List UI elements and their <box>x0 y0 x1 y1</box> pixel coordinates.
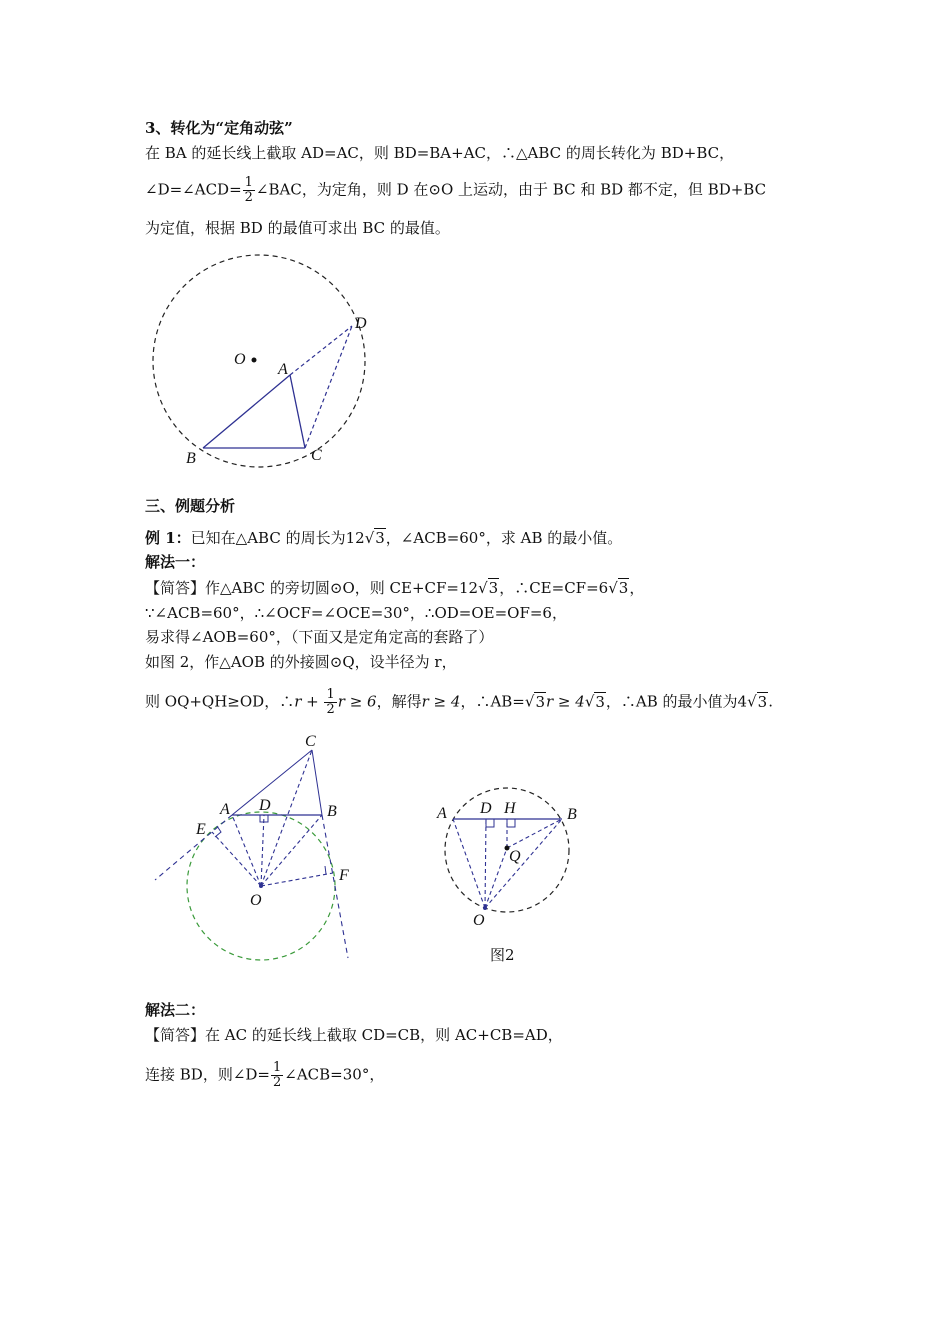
fraction-numerator: 1 <box>326 687 335 702</box>
solution-line: 则 OQ+QH≥OD，∴r + $\frac{1}{2}$ r ≥ 6，解得r ≥ 4，∴AB=√3r ≥ 4√3，∴AB 的最小值为4√3. <box>145 687 773 717</box>
label-f: F <box>339 867 349 884</box>
text-run: ，解得 <box>376 692 422 711</box>
text-run: 连接 BD，则∠D= <box>145 1065 270 1084</box>
fraction-numerator: 1 <box>244 175 253 190</box>
label-b: B <box>327 803 337 820</box>
segment-oa <box>453 819 485 908</box>
method-title: 解法一： <box>145 553 206 571</box>
section-title: 3、转化为“定角动弦” <box>145 119 293 137</box>
math-run: r ≥ 6 <box>337 692 377 711</box>
text-run: 已知在△ABC 的周长为12 <box>190 529 365 547</box>
fraction-numerator: 1 <box>272 1060 282 1075</box>
label-d: D <box>355 315 367 332</box>
label-o: O <box>250 892 262 909</box>
sqrt-radicand: 3 <box>757 692 768 711</box>
label-o: O <box>473 912 485 929</box>
fraction-denominator: 2 <box>272 1075 282 1090</box>
text-run: ，∠ACB=60°，求 AB 的最小值。 <box>385 529 623 547</box>
sqrt-radicand: 3 <box>488 579 499 597</box>
right-angle-d <box>486 819 494 827</box>
label-c: C <box>305 733 316 750</box>
example-label: 例 1： <box>145 529 191 547</box>
label-a: A <box>220 801 230 818</box>
label-o: O <box>234 351 246 368</box>
segment-od <box>485 819 486 908</box>
math-run: r ≥ 4 <box>545 692 585 711</box>
label-b: B <box>567 806 577 823</box>
math-run: r ≥ 4 <box>421 692 461 711</box>
label-b: B <box>186 450 196 467</box>
var-r: r <box>294 692 302 711</box>
text-run: ∠D=∠ACD= <box>145 180 242 199</box>
text-run: ，∴CE=CF=6 <box>499 579 609 597</box>
figure-caption: 图2 <box>490 946 515 964</box>
label-q: Q <box>509 848 521 865</box>
method-title: 解法二： <box>145 1001 206 1019</box>
text-run: 【简答】作△ABC 的旁切圆⊙O，则 CE+CF=12 <box>145 579 479 597</box>
solution-line: 【简答】在 AC 的延长线上截取 CD=CB，则 AC+CB=AD， <box>145 1026 563 1044</box>
label-a: A <box>278 361 288 378</box>
text-run: 则 OQ+QH≥OD，∴ <box>145 692 295 711</box>
text-run: ∠ACB=30°， <box>284 1065 385 1084</box>
label-h: H <box>504 800 516 817</box>
paragraph-line: 在 BA 的延长线上截取 AD=AC，则 BD=BA+AC，∴△ABC 的周长转化为 BD+BC， <box>145 144 735 162</box>
text-run: ，∴AB= <box>460 692 525 711</box>
example-line: 例 1：已知在△ABC 的周长为12√3，∠ACB=60°，求 AB 的最小值。 <box>145 529 623 547</box>
solution-line: 如图 2，作△AOB 的外接圆⊙Q，设半径为 r， <box>145 653 457 671</box>
label-c: C <box>311 447 322 464</box>
label-d: D <box>259 797 271 814</box>
fraction-denominator: 2 <box>326 702 335 717</box>
right-angle-h <box>507 819 515 827</box>
solution-line: 【简答】作△ABC 的旁切圆⊙O，则 CE+CF=12√3，∴CE=CF=6√3， <box>145 579 645 597</box>
text-run: ，∴AB 的最小值为4 <box>605 692 748 711</box>
segment-oq <box>485 848 507 908</box>
solution-line: ∵∠ACB=60°，∴∠OCF=∠OCE=30°，∴OD=OE=OF=6， <box>145 604 567 622</box>
solution-line <box>145 1061 384 1090</box>
label-d: D <box>480 800 492 817</box>
sqrt-radicand: 3 <box>618 579 629 597</box>
text-run: ∠BAC，为定角，则 D 在⊙O 上运动，由于 BC 和 BD 都不定，但 BD+BC <box>255 180 767 199</box>
paragraph-line: 为定值，根据 BD 的最值可求出 BC 的最值。 <box>145 219 450 237</box>
text-run: ， <box>629 579 645 597</box>
point-o-dot <box>483 906 487 910</box>
text-run: . <box>768 692 773 711</box>
label-a: A <box>437 805 447 822</box>
section-heading: 三、例题分析 <box>145 497 236 515</box>
label-e: E <box>196 821 206 838</box>
fraction <box>271 1061 283 1090</box>
solution-line: 易求得∠AOB=60°，（下面又是定角定高的套路了） <box>145 628 494 646</box>
text-run: + <box>301 692 324 711</box>
fraction-denominator: 2 <box>244 190 253 205</box>
sqrt-radicand: 3 <box>595 692 605 711</box>
sqrt-radicand: 3 <box>535 692 545 711</box>
sqrt-radicand: 3 <box>375 529 385 547</box>
